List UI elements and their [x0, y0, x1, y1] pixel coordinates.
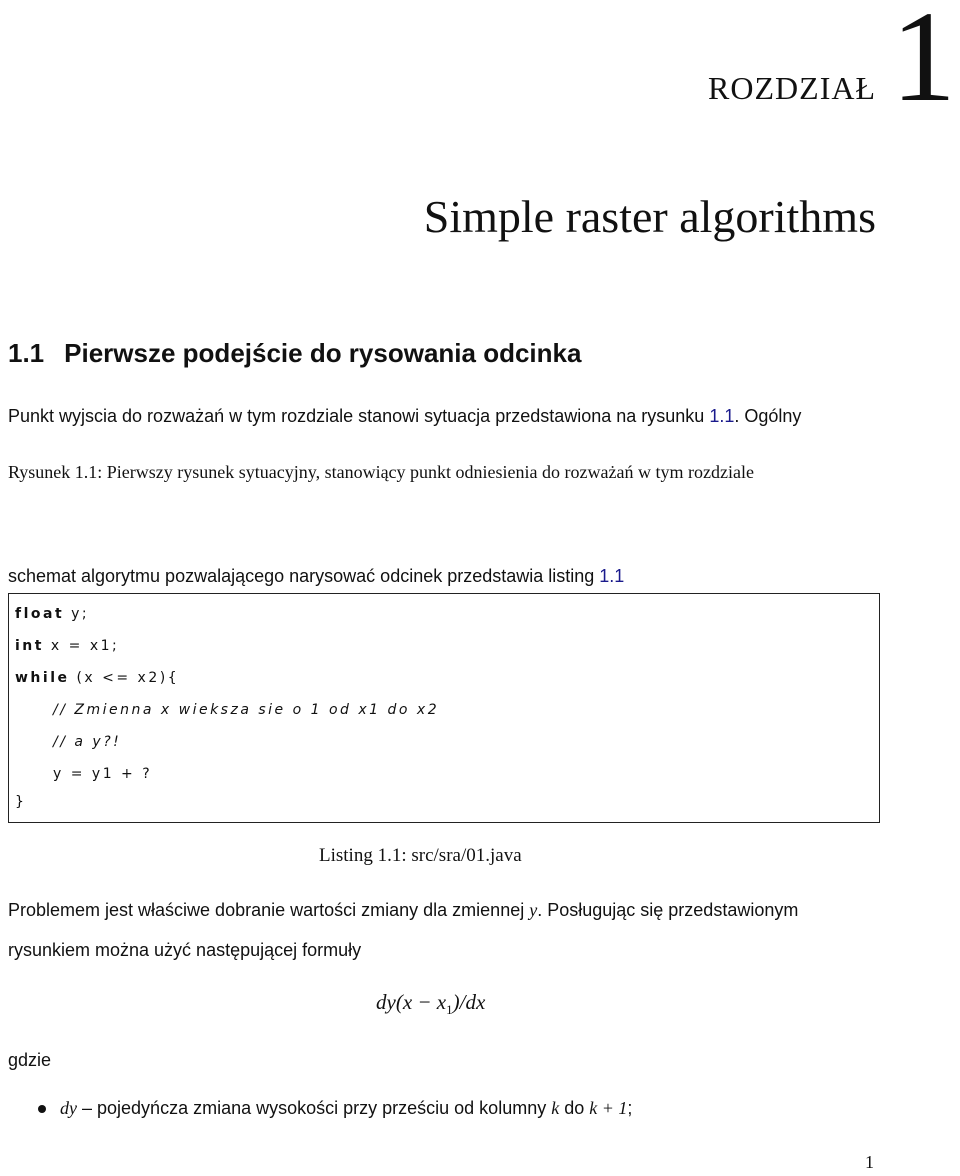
chapter-number: 1 [891, 0, 956, 129]
paragraph-intro-text: Punkt wyjscia do rozważań w tym rozdziale stanowi sytuacja przedstawiona na rysunku [8, 406, 710, 426]
bullet-end: ; [627, 1098, 633, 1118]
paragraph-problem-b: . Posługując się przedstawionym [537, 900, 799, 920]
paragraph-problem-a: Problemem jest właściwe dobranie wartości zmiany dla zmiennej [8, 900, 530, 920]
bullet-dot-icon [38, 1105, 46, 1113]
figure-caption [8, 458, 888, 486]
code-line-1: float y; [15, 606, 90, 622]
paragraph-problem [8, 890, 798, 930]
bullet-text: – pojedyńcza zmiana wysokości przy prześciu od kolumny [77, 1098, 552, 1118]
section-heading [8, 338, 581, 369]
var-y: y [529, 900, 538, 920]
listing-ref-link[interactable]: 1.1 [599, 566, 625, 586]
paragraph-intro [8, 396, 801, 436]
gdzie-label: gdzie [8, 1050, 52, 1070]
paragraph-schema [8, 556, 624, 596]
figure-caption-label: Rysunek [8, 462, 75, 482]
listing-caption: Listing 1.1: src/sra/01.java [319, 845, 522, 866]
paragraph-formula-intro: rysunkiem można użyć następującej formuły [8, 940, 362, 960]
figure-caption-ref: 1.1 [74, 462, 98, 482]
code-line-5: // a y?! [53, 734, 122, 750]
code-line-4: // Zmienna x wieksza sie o 1 od x1 do x2 [53, 702, 440, 718]
code-line-3: while (x <= x2){ [15, 670, 180, 686]
formula: $dy(x - x_1)/dx$ [376, 990, 486, 1018]
page-number: 1 [865, 1152, 874, 1172]
paragraph-schema-text: schemat algorytmu pozwalającego narysować odcinek przedstawia listing [8, 566, 600, 586]
section-number: 1.1 [8, 338, 45, 368]
code-line-6: y = y1 + ? [53, 766, 153, 782]
bullet-var: dy [60, 1098, 77, 1118]
figure-ref-link[interactable]: 1.1 [709, 406, 735, 426]
bullet-do: do [559, 1098, 590, 1118]
figure-caption-text: : Pierwszy rysunek sytuacyjny, stanowiący punkt odniesienia do rozważań w tym rozdziale [97, 462, 754, 482]
chapter-title: Simple raster algorithms [423, 191, 876, 242]
bullet-item [38, 1098, 632, 1119]
chapter-label: ROZDZIAŁ [708, 70, 876, 106]
section-title: Pierwsze podejście do rysowania odcinka [64, 338, 582, 368]
code-line-2: int x = x1; [15, 638, 120, 654]
bullet-k1: k + 1 [589, 1098, 628, 1118]
code-line-7: } [15, 794, 27, 810]
paragraph-intro-rest: . Ogólny [734, 406, 802, 426]
bullet-k: k [551, 1098, 560, 1118]
code-listing [8, 593, 880, 823]
